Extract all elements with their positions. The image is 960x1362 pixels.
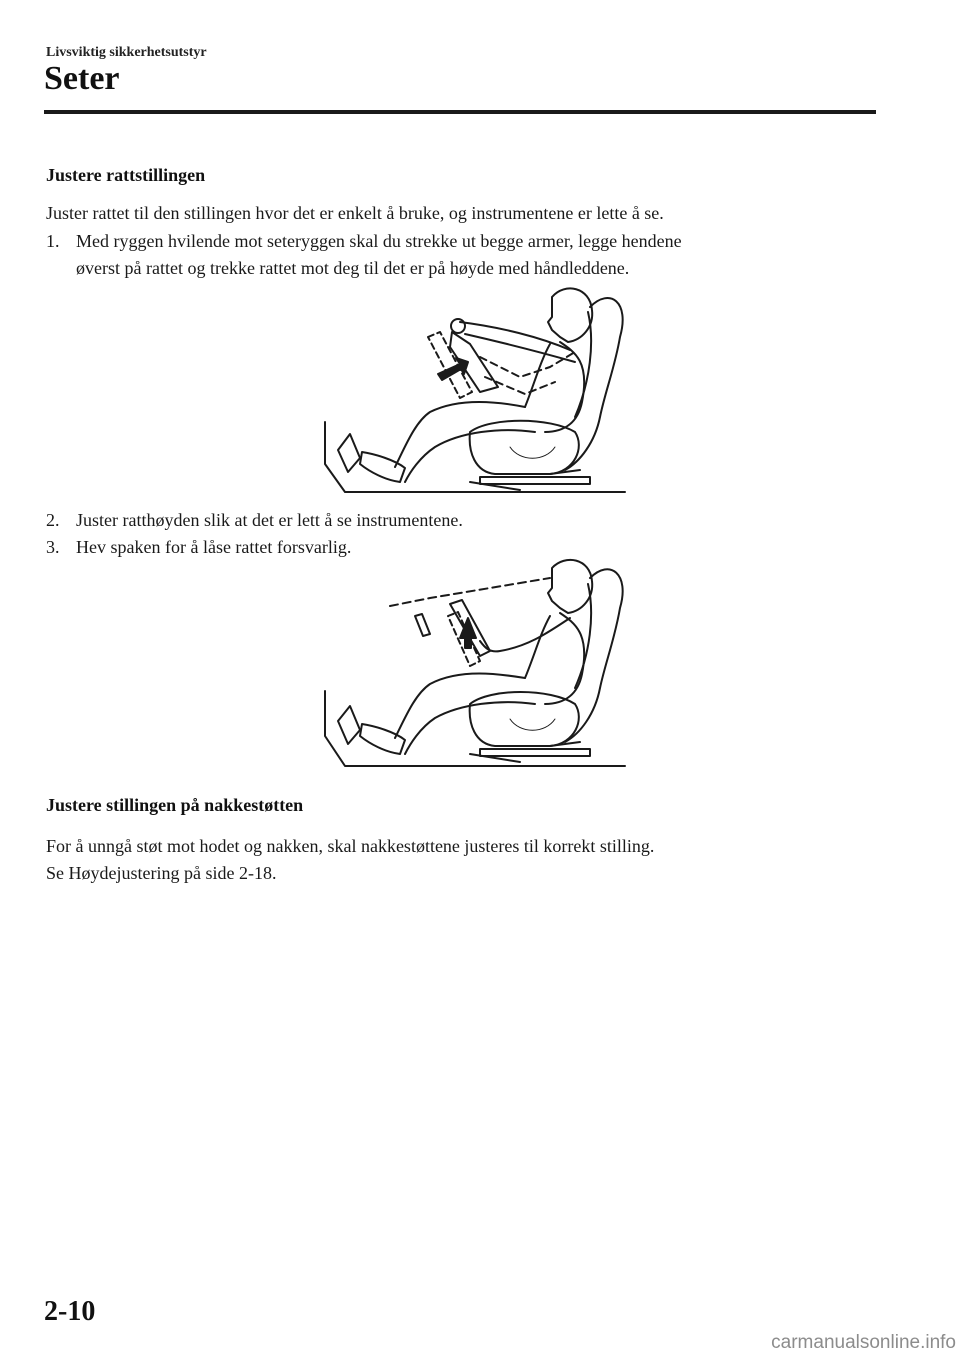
step-2-text: Juster ratthøyden slik at det er lett å se instrumentene. bbox=[76, 510, 463, 530]
steering-reach-illustration bbox=[320, 282, 630, 497]
page-number: 2-10 bbox=[44, 1296, 96, 1327]
step-1 bbox=[46, 228, 682, 278]
section-label: Livsviktig sikkerhetsutstyr bbox=[46, 45, 207, 60]
step-3-text: Hev spaken for å låse rattet forsvarlig. bbox=[76, 537, 352, 557]
step-1-line-1: Med ryggen hvilende mot seteryggen skal du strekke ut begge armer, legge hendene bbox=[76, 231, 682, 251]
headrest-heading: Justere stillingen på nakkestøtten bbox=[46, 795, 304, 815]
step-2-number: 2. bbox=[46, 510, 60, 530]
steering-height-illustration bbox=[320, 556, 630, 771]
title-divider bbox=[44, 110, 876, 114]
step-3 bbox=[46, 534, 351, 561]
steering-intro: Juster rattet til den stillingen hvor det er enkelt å bruke, og instrumentene er lette å se. bbox=[46, 203, 664, 223]
step-3-number: 3. bbox=[46, 537, 60, 557]
step-1-number: 1. bbox=[46, 231, 60, 251]
step-2 bbox=[46, 507, 463, 534]
page-title: Seter bbox=[44, 60, 120, 97]
step-1-line-2: øverst på rattet og trekke rattet mot deg til det er på høyde med håndleddene. bbox=[76, 258, 630, 278]
headrest-line-2: Se Høydejustering på side 2-18. bbox=[46, 863, 277, 883]
watermark: carmanualsonline.info bbox=[771, 1332, 956, 1353]
headrest-line-1: For å unngå støt mot hodet og nakken, skal nakkestøttene justeres til korrekt stilling. bbox=[46, 836, 655, 856]
steering-heading: Justere rattstillingen bbox=[46, 165, 206, 185]
